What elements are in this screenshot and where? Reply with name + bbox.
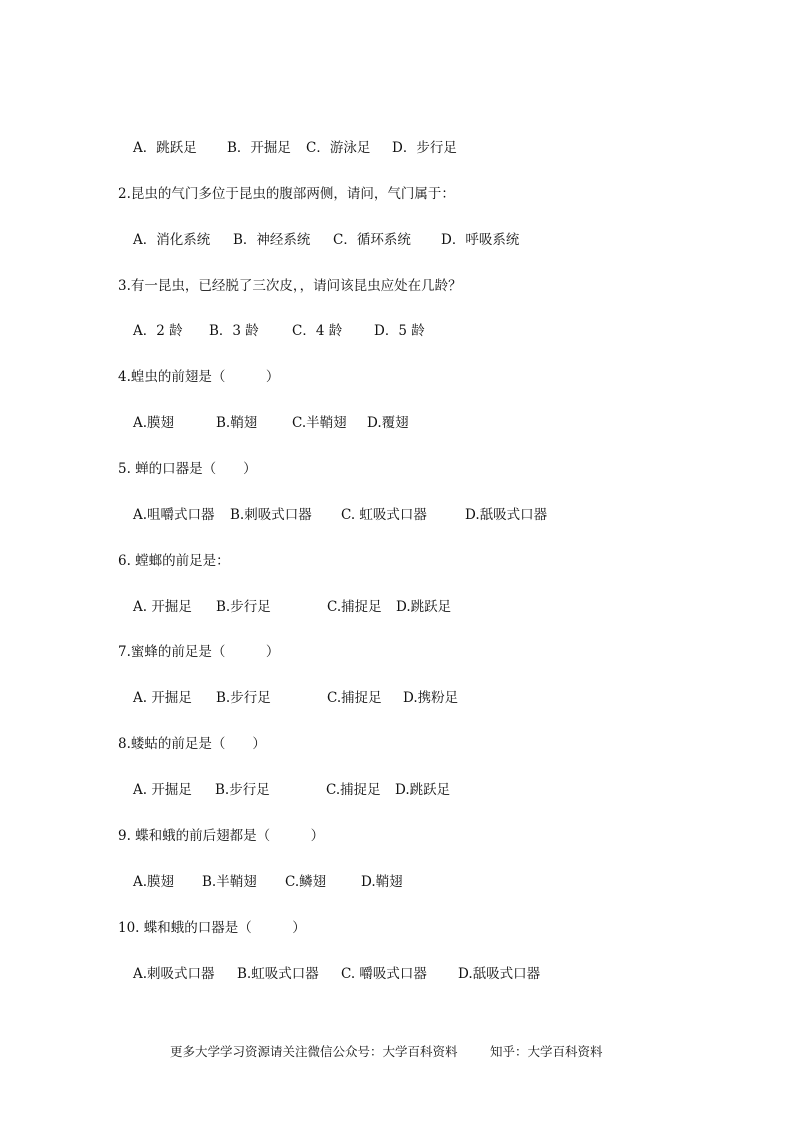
q6-option-a: A. 开掘足 <box>133 599 192 615</box>
q9-option-d: D.鞘翅 <box>361 874 403 890</box>
q4-question: 4.蝗虫的前翅是（ ） <box>118 369 280 385</box>
q7-option-d: D.携粉足 <box>403 690 459 706</box>
q6-question: 6. 螳螂的前足是： <box>118 553 230 569</box>
q7-option-c: C.捕捉足 <box>327 690 382 706</box>
q4-option-b: B.鞘翅 <box>216 415 258 431</box>
q7-option-a: A. 开掘足 <box>133 690 192 706</box>
footer-wechat-note: 更多大学学习资源请关注微信公众号：大学百科资料 <box>170 1044 458 1059</box>
q3-option-d: D．5 龄 <box>374 323 425 339</box>
q8-option-c: C.捕捉足 <box>326 782 381 798</box>
q3-option-a: A．2 龄 <box>133 323 183 339</box>
q10-question: 10. 蝶和蛾的口器是（ ） <box>118 920 306 936</box>
q8-option-a: A. 开掘足 <box>133 782 192 798</box>
q1-option-c: C．游泳足 <box>306 140 371 156</box>
footer-zhihu-note: 知乎：大学百科资料 <box>490 1044 603 1059</box>
q2-option-c: C．循环系统 <box>333 232 411 248</box>
q4-option-d: D.覆翅 <box>367 415 409 431</box>
q10-option-c: C. 嚼吸式口器 <box>341 966 427 982</box>
q5-option-c: C. 虹吸式口器 <box>341 507 427 523</box>
q7-question: 7.蜜蜂的前足是（ ） <box>118 644 280 660</box>
q5-option-b: B.刺吸式口器 <box>230 507 312 523</box>
q5-option-a: A.咀嚼式口器 <box>133 507 215 523</box>
q6-option-c: C.捕捉足 <box>327 599 382 615</box>
q10-option-d: D.舐吸式口器 <box>458 966 541 982</box>
q8-option-d: D.跳跃足 <box>395 782 451 798</box>
q9-option-c: C.鳞翅 <box>285 874 327 890</box>
q7-option-b: B.步行足 <box>216 690 271 706</box>
q5-question: 5. 蝉的口器是（ ） <box>118 461 257 477</box>
q9-option-a: A.膜翅 <box>133 874 175 890</box>
q3-option-b: B．3 龄 <box>209 323 259 339</box>
q2-option-b: B．神经系统 <box>233 232 311 248</box>
q1-option-b: B．开掘足 <box>227 140 291 156</box>
q10-option-b: B.虹吸式口器 <box>237 966 319 982</box>
q8-question: 8.蝼蛄的前足是（ ） <box>118 736 266 752</box>
q2-option-a: A．消化系统 <box>133 232 211 248</box>
q9-option-b: B.半鞘翅 <box>202 874 257 890</box>
q5-option-d: D.舐吸式口器 <box>465 507 548 523</box>
q6-option-d: D.跳跃足 <box>396 599 452 615</box>
q4-option-c: C.半鞘翅 <box>292 415 347 431</box>
q10-option-a: A.刺吸式口器 <box>133 966 215 982</box>
q3-option-c: C．4 龄 <box>292 323 343 339</box>
q6-option-b: B.步行足 <box>216 599 271 615</box>
q2-option-d: D．呼吸系统 <box>441 232 520 248</box>
q2-question: 2.昆虫的气门多位于昆虫的腹部两侧，请问，气门属于： <box>118 186 455 202</box>
q8-option-b: B.步行足 <box>215 782 270 798</box>
q9-question: 9. 蝶和蛾的前后翅都是（ ） <box>118 828 325 844</box>
q1-option-d: D．步行足 <box>392 140 457 156</box>
q1-option-a: A．跳跃足 <box>133 140 197 156</box>
q4-option-a: A.膜翅 <box>133 415 175 431</box>
q3-question: 3.有一昆虫，已经脱了三次皮，，请问该昆虫应处在几龄？ <box>118 278 462 294</box>
